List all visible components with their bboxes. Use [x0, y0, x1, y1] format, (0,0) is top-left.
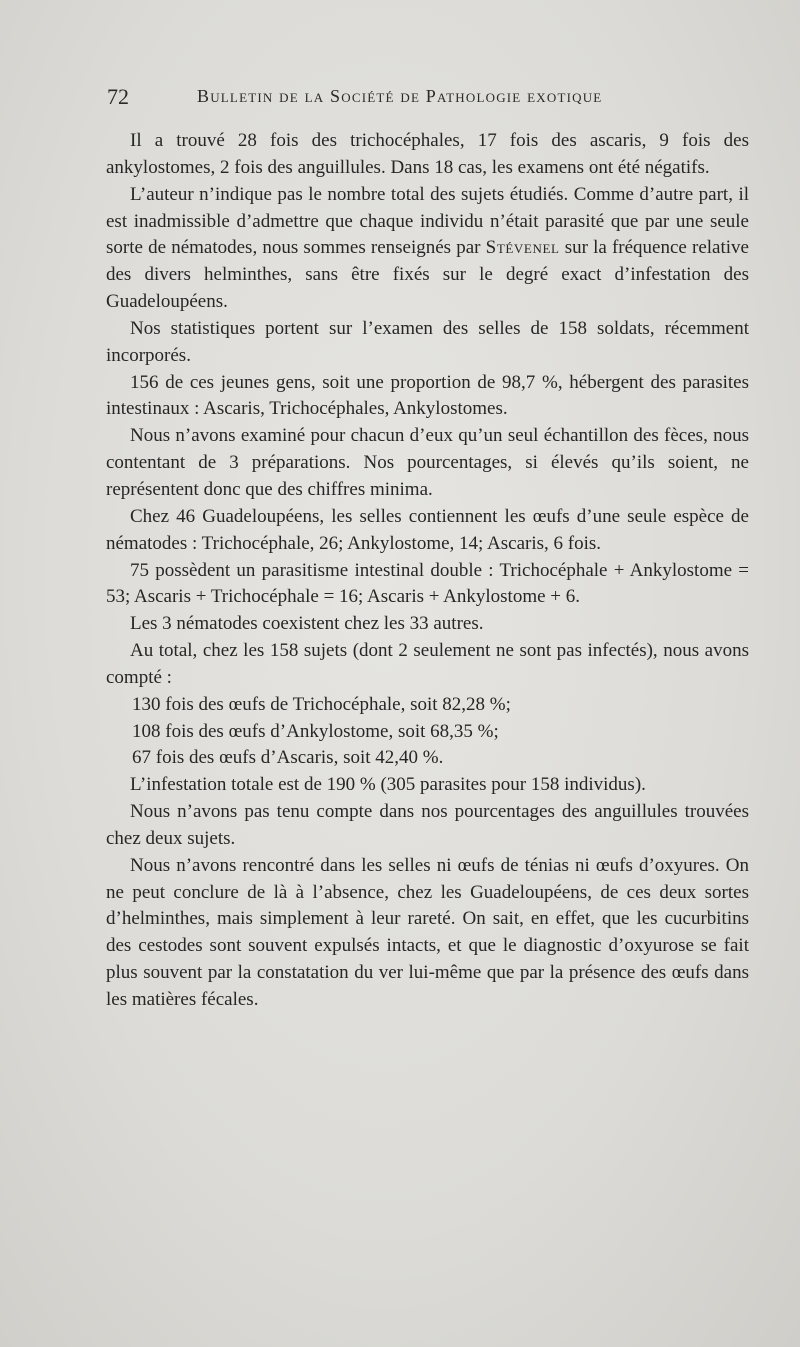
body-text [106, 128, 749, 1014]
paragraph: L’auteur n’indique pas le nombre total des sujets étudiés. Comme d’autre part, il est inadmissible d’admettre que chaque individu n’était parasité que par une seule sorte de nématodes, nous sommes renseignés par Stévenel sur la fréquence relative des divers helminthes, sans être fixés sur le degré exact d’infestation des Guadeloupéens. [106, 183, 749, 313]
running-title: Bulletin de la Société de Pathologie exotique [197, 86, 603, 106]
paragraph: Nous n’avons examiné pour chacun d’eux qu’un seul échantillon des fèces, nous contentant de 3 préparations. Nos pourcentages, si élevés qu’ils soient, ne représentent donc que des chiffres minima. [106, 425, 749, 500]
paragraph: Nos statistiques portent sur l’examen des selles de 158 soldats, récemment incorporés. [106, 317, 749, 366]
list-item: 67 fois des œufs d’Ascaris, soit 42,40 %. [132, 747, 444, 769]
paragraph: 156 de ces jeunes gens, soit une proportion de 98,7 %, hébergent des parasites intestinaux : Ascaris, Trichocéphales, Ankylostomes. [106, 371, 749, 420]
page-header [107, 84, 767, 112]
paragraph: Chez 46 Guadeloupéens, les selles contiennent les œufs d’une seule espèce de nématodes : Trichocéphale, 26; Ankylostome, 14; Ascaris, 6 fois. [106, 505, 749, 554]
paragraph: Nous n’avons pas tenu compte dans nos pourcentages des anguillules trouvées chez deux sujets. [106, 801, 749, 849]
list-item: 108 fois des œufs d’Ankylostome, soit 68,35 %; [132, 720, 499, 742]
paragraph: 75 possèdent un parasitisme intestinal double : Trichocéphale + Ankylostome = 53; Ascaris + Trichocéphale = 16; Ascaris + Ankylostome + 6. [106, 559, 749, 608]
paragraph: Au total, chez les 158 sujets (dont 2 seulement ne sont pas infectés), nous avons compté : [106, 640, 749, 688]
paragraph: Les 3 nématodes coexistent chez les 33 autres. [130, 613, 484, 635]
paragraph: Il a trouvé 28 fois des trichocéphales, 17 fois des ascaris, 9 fois des ankylostomes, 2 fois des anguillules. Dans 18 cas, les examens ont été négatifs. [106, 130, 749, 178]
page-number: 72 [107, 84, 129, 109]
list-item: 130 fois des œufs de Trichocéphale, soit 82,28 %; [132, 693, 511, 715]
author-name: Stévenel [485, 237, 560, 259]
paragraph: Nous n’avons rencontré dans les selles ni œufs de ténias ni œufs d’oxyures. On ne peut conclure de là à l’absence, chez les Guadeloupéens, de ces deux sortes d’helminthes, mais simplement à leur rareté. On sait, en effet, que les cucurbitins des cestodes sont souvent expulsés intacts, et que le diagnostic d’oxyurose se fait plus souvent par la constatation du ver lui-même que par la présence des œufs dans les matières fécales. [106, 854, 749, 1010]
paragraph: L’infestation totale est de 190 % (305 parasites pour 158 individus). [130, 774, 646, 796]
